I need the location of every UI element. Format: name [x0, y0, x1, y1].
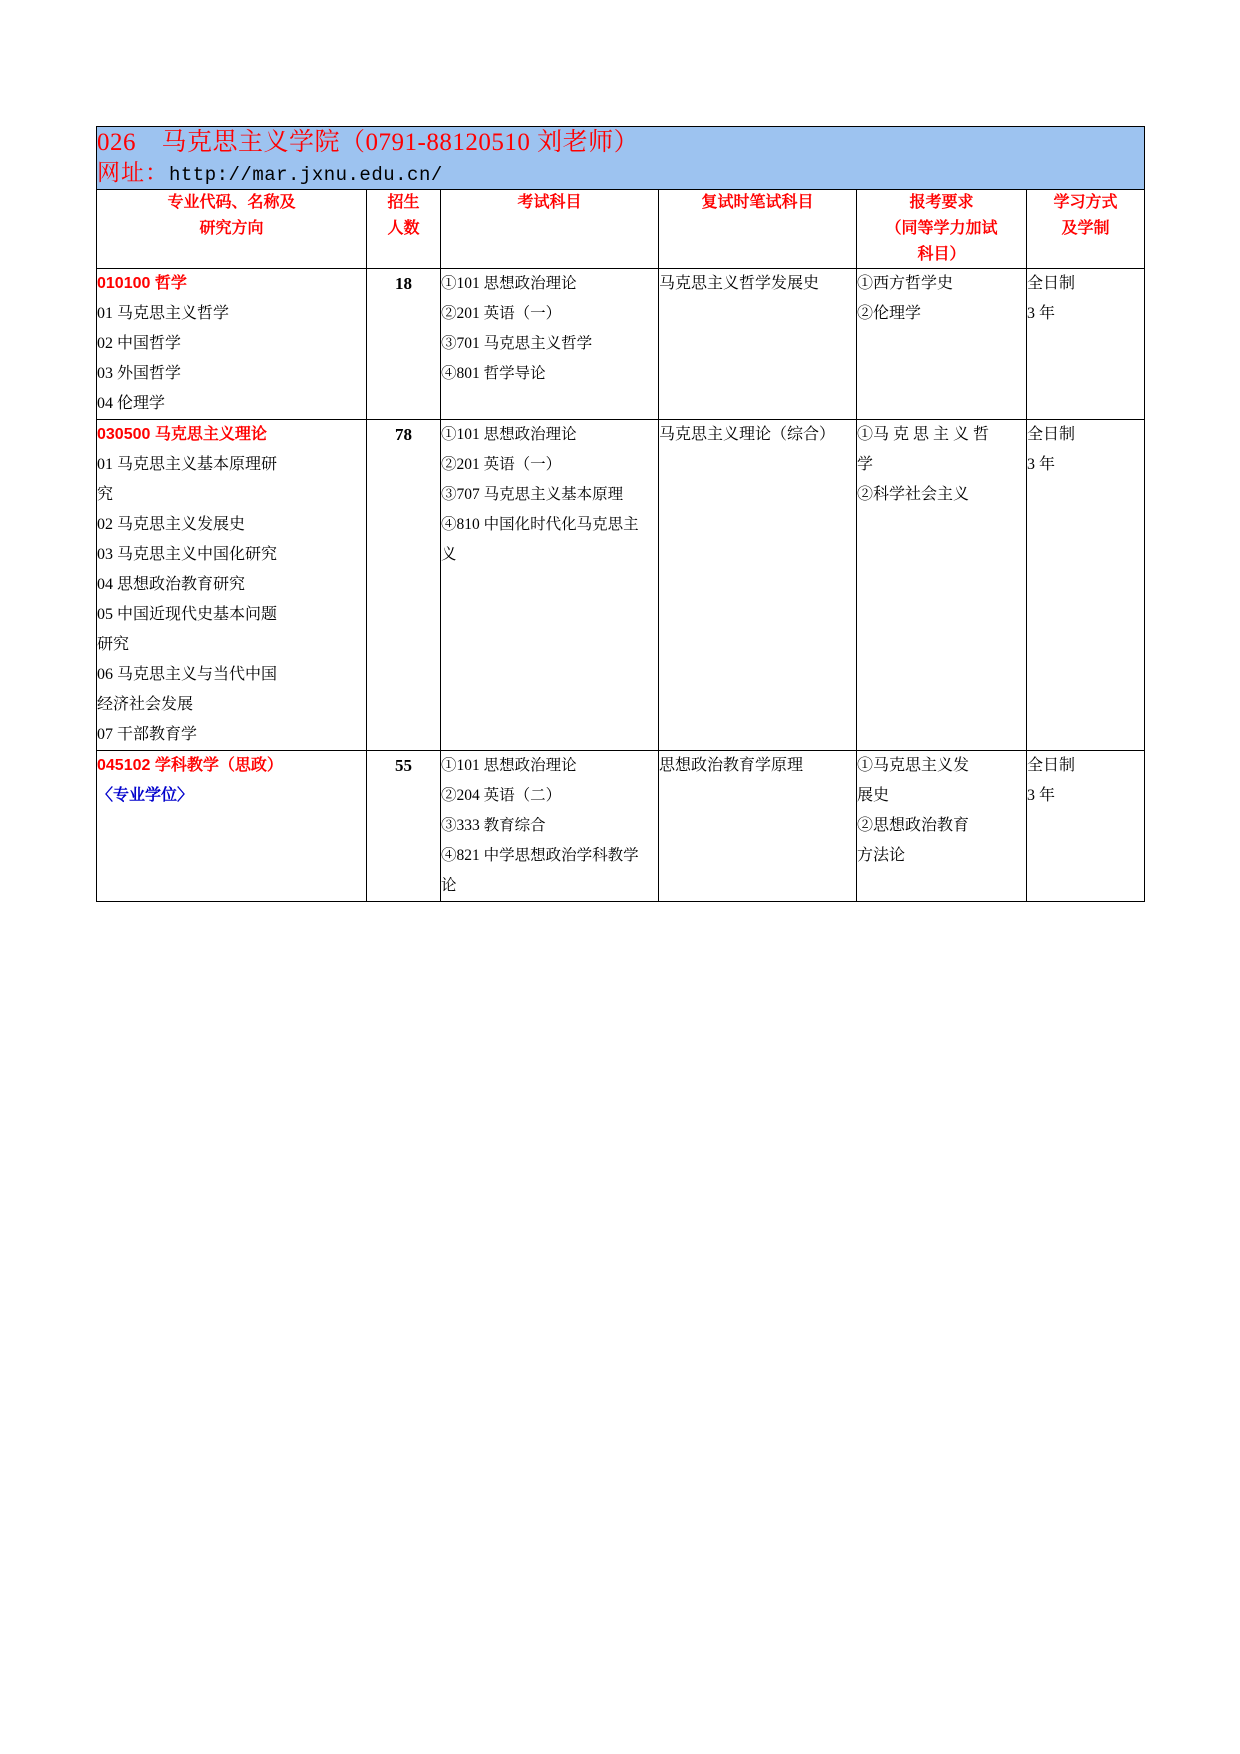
additional-subject: ①马克思主义发 [857, 757, 970, 774]
study-mode-type: 全日制 [1027, 757, 1076, 774]
additional-subject: ②思想政治教育 [857, 817, 970, 834]
exam-subject: ④810 中国化时代化马克思主 [441, 516, 639, 533]
research-direction: 02 马克思主义发展史 [97, 516, 246, 533]
header-major-code-line2: 研究方向 [199, 220, 264, 237]
additional-subject: ①西方哲学史 [857, 275, 954, 292]
study-mode-cell [1027, 420, 1145, 751]
research-direction: 03 马克思主义中国化研究 [97, 546, 278, 563]
study-mode-type: 全日制 [1027, 426, 1076, 443]
banner-row [97, 127, 1145, 190]
research-direction: 01 马克思主义基本原理研 [97, 456, 278, 473]
exam-subject: ④801 哲学导论 [441, 365, 546, 382]
exam-subjects-cell [441, 269, 659, 420]
study-mode-type: 全日制 [1027, 275, 1076, 292]
enrollment-count: 78 [367, 420, 441, 751]
header-study-mode-line2: 及学制 [1061, 220, 1110, 237]
table-header-row [97, 190, 1145, 269]
exam-subject: ①101 思想政治理论 [441, 426, 577, 443]
research-direction-cont: 研究 [97, 636, 130, 653]
exam-subject: ①101 思想政治理论 [441, 757, 577, 774]
exam-subject: ②204 英语（二） [441, 787, 562, 804]
table-row [97, 269, 1145, 420]
header-enrollment-line2: 人数 [387, 220, 420, 237]
additional-subject: ②科学社会主义 [857, 486, 970, 503]
research-direction: 03 外国哲学 [97, 365, 182, 382]
exam-subject: ③701 马克思主义哲学 [441, 335, 593, 352]
exam-subject: ③707 马克思主义基本原理 [441, 486, 624, 503]
header-major-code-line1: 专业代码、名称及 [167, 194, 296, 211]
additional-subjects-cell [857, 420, 1027, 751]
research-direction: 07 干部教育学 [97, 726, 198, 743]
college-website-row [97, 159, 1144, 189]
header-study-mode-line1: 学习方式 [1053, 194, 1118, 211]
research-direction: 04 伦理学 [97, 395, 166, 412]
exam-subject-cont: 义 [441, 546, 457, 563]
header-exam-subjects [441, 190, 659, 269]
enrollment-count: 18 [367, 269, 441, 420]
additional-subject-cont: 方法论 [857, 847, 906, 864]
major-cell [97, 751, 367, 902]
website-url[interactable]: http://mar.jxnu.edu.cn/ [169, 164, 443, 186]
retest-subject: 马克思主义理论（综合） [659, 426, 836, 443]
research-direction: 05 中国近现代史基本问题 [97, 606, 278, 623]
exam-subjects-cell [441, 420, 659, 751]
major-code-name: 030500 马克思主义理论 [97, 426, 267, 443]
retest-subjects-cell [659, 420, 857, 751]
major-code-name: 045102 学科教学（思政） [97, 757, 283, 774]
degree-type-tag: 〈专业学位〉 [97, 787, 194, 804]
additional-subject-cont: 展史 [857, 787, 890, 804]
header-application-requirements [857, 190, 1027, 269]
major-code-name: 010100 哲学 [97, 275, 187, 292]
exam-subject: ①101 思想政治理论 [441, 275, 577, 292]
additional-subjects-cell [857, 269, 1027, 420]
study-duration: 3 年 [1027, 787, 1056, 804]
header-enrollment-line1: 招生 [387, 194, 420, 211]
header-application-requirements-line3: 科目） [917, 246, 966, 263]
retest-subjects-cell [659, 751, 857, 902]
additional-subject-cont: 学 [857, 456, 874, 473]
retest-subjects-cell [659, 269, 857, 420]
header-study-mode [1027, 190, 1145, 269]
study-mode-cell [1027, 751, 1145, 902]
admissions-table [96, 126, 1145, 902]
header-exam-subjects-text: 考试科目 [517, 194, 582, 211]
retest-subject: 思想政治教育学原理 [659, 757, 804, 774]
major-cell [97, 420, 367, 751]
research-direction: 01 马克思主义哲学 [97, 305, 230, 322]
exam-subject: ③333 教育综合 [441, 817, 546, 834]
research-direction-cont: 经济社会发展 [97, 696, 194, 713]
enrollment-count: 55 [367, 751, 441, 902]
research-direction-cont: 究 [97, 486, 114, 503]
additional-subject: ②伦理学 [857, 305, 922, 322]
college-banner [97, 127, 1145, 190]
table-row [97, 751, 1145, 902]
header-enrollment [367, 190, 441, 269]
exam-subjects-cell [441, 751, 659, 902]
study-mode-cell [1027, 269, 1145, 420]
website-label: 网址： [97, 160, 169, 185]
header-major-code [97, 190, 367, 269]
exam-subject: ②201 英语（一） [441, 305, 562, 322]
header-retest-subjects [659, 190, 857, 269]
study-duration: 3 年 [1027, 305, 1056, 322]
research-direction: 04 思想政治教育研究 [97, 576, 246, 593]
admissions-table-container [96, 126, 1144, 902]
study-duration: 3 年 [1027, 456, 1056, 473]
research-direction: 02 中国哲学 [97, 335, 182, 352]
retest-subject: 马克思主义哲学发展史 [659, 275, 820, 292]
header-application-requirements-line1: 报考要求 [909, 194, 974, 211]
major-cell [97, 269, 367, 420]
college-title: 026 马克思主义学院（0791-88120510 刘老师） [97, 129, 640, 156]
header-application-requirements-line2: （同等学力加试 [885, 220, 998, 237]
header-retest-subjects-text: 复试时笔试科目 [701, 194, 814, 211]
additional-subjects-cell [857, 751, 1027, 902]
table-row [97, 420, 1145, 751]
additional-subject: ①马 克 思 主 义 哲 [857, 426, 990, 443]
research-direction: 06 马克思主义与当代中国 [97, 666, 278, 683]
exam-subject: ②201 英语（一） [441, 456, 562, 473]
exam-subject: ④821 中学思想政治学科教学 [441, 847, 639, 864]
exam-subject-cont: 论 [441, 877, 457, 894]
